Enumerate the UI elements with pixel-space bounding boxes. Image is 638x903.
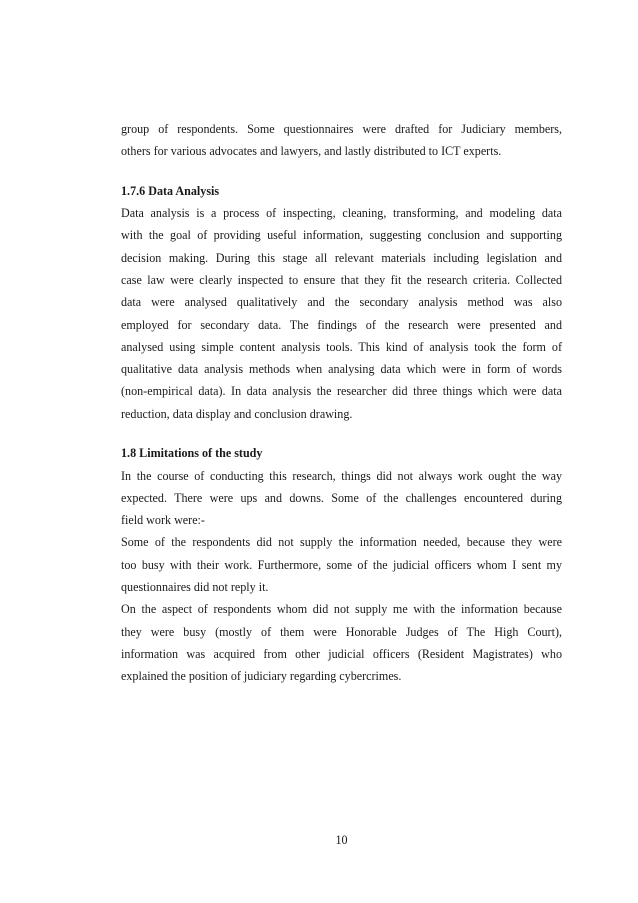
text-line: (non-empirical data). In data analysis the researcher did three things which were data — [121, 384, 562, 399]
data-analysis-section — [121, 180, 562, 425]
section-heading: 1.7.6 Data Analysis — [121, 183, 220, 198]
page-number: 10 — [335, 833, 348, 847]
text-line: In the course of conducting this research, things did not always work ought the way — [121, 468, 562, 483]
text-line: too busy with their work. Furthermore, some of the judicial officers whom I sent my — [121, 557, 562, 572]
text-line: case law were clearly inspected to ensure that they fit the research criteria. Collected — [121, 272, 562, 287]
text-line: data were analysed qualitatively and the secondary analysis method was also — [121, 295, 562, 310]
text-line: questionnaires did not reply it. — [121, 580, 269, 595]
section-spacer — [121, 425, 562, 442]
text-line: employed for secondary data. The findings of the research were presented and — [121, 317, 562, 332]
intro-paragraph — [121, 118, 562, 163]
text-line: they were busy (mostly of them were Honorable Judges of The High Court), — [121, 624, 562, 639]
text-line: qualitative data analysis methods when analysing data which were in form of words — [121, 362, 562, 377]
text-line: Data analysis is a process of inspecting, cleaning, transforming, and modeling data — [121, 206, 562, 221]
text-line: Some of the respondents did not supply the information needed, because they were — [121, 535, 562, 550]
text-line: group of respondents. Some questionnaires were drafted for Judiciary members, — [121, 122, 562, 136]
text-line: reduction, data display and conclusion drawing. — [121, 406, 353, 421]
section-heading: 1.8 Limitations of the study — [121, 446, 263, 461]
text-line: On the aspect of respondents whom did not supply me with the information because — [121, 602, 562, 617]
page-body — [121, 118, 562, 688]
text-line: explained the position of judiciary regarding cybercrimes. — [121, 669, 402, 684]
text-line: field work were:- — [121, 513, 205, 528]
text-line: decision making. During this stage all relevant materials including legislation and — [121, 250, 562, 265]
text-line: analysed using simple content analysis tools. This kind of analysis took the form of — [121, 339, 562, 354]
text-line: information was acquired from other judicial officers (Resident Magistrates) who — [121, 646, 562, 661]
text-line: expected. There were ups and downs. Some of the challenges encountered during — [121, 490, 562, 505]
limitations-section — [121, 442, 562, 687]
text-line: with the goal of providing useful information, suggesting conclusion and supporting — [121, 228, 562, 243]
text-line: others for various advocates and lawyers, and lastly distributed to ICT experts. — [121, 144, 502, 159]
section-spacer — [121, 163, 562, 180]
